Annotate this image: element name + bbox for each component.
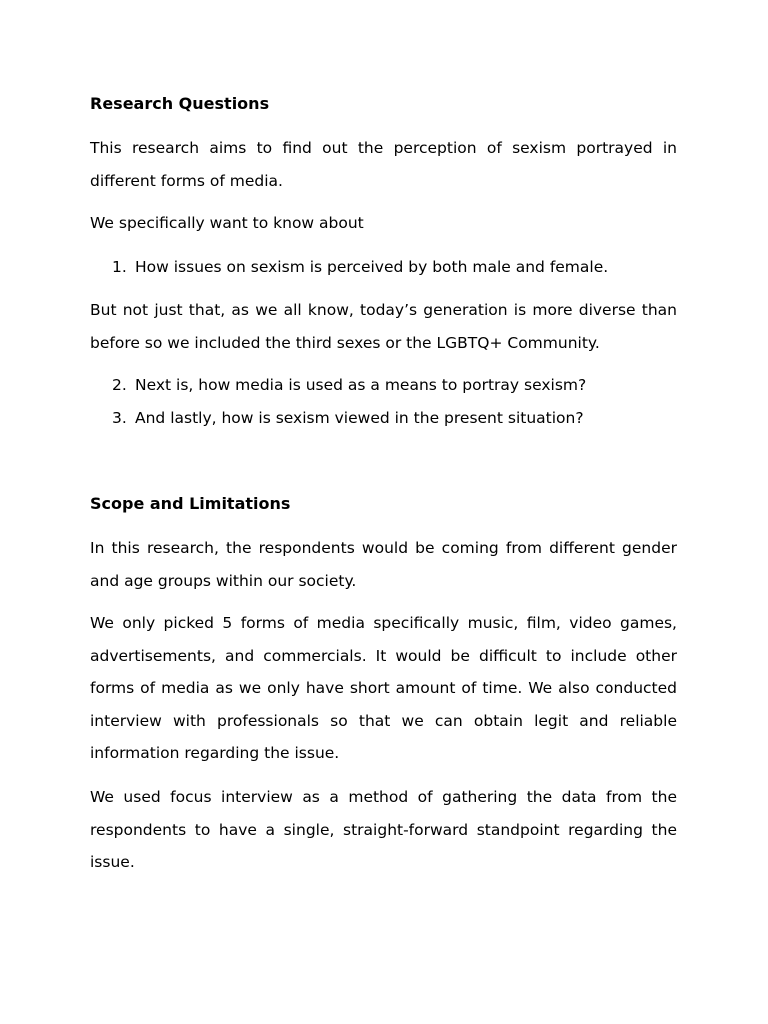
list-item-number: 3. xyxy=(112,408,127,427)
list-item xyxy=(90,251,608,284)
list-item xyxy=(90,369,586,402)
list-item-text: How issues on sexism is perceived by both male and female. xyxy=(135,258,609,276)
scope-paragraph-3: We used focus interview as a method of gathering the data from the respondents to have a single, straight-forward standpoint regarding the issue. xyxy=(90,788,677,871)
research-questions-heading: Research Questions xyxy=(90,94,270,113)
scope-paragraph-2: We only picked 5 forms of media specifically music, film, video games, advertisements, and commercials. It would be difficult to include other forms of media as we only have short amount of time. We also conducted interview with professionals so that we can obtain legit and reliable information regarding the issue. xyxy=(90,614,677,762)
research-questions-list-part-2 xyxy=(90,369,586,434)
list-item-number: 2. xyxy=(112,376,127,394)
list-item xyxy=(90,402,586,435)
list-item-text: Next is, how media is used as a means to portray sexism? xyxy=(135,376,587,394)
scope-and-limitations-heading: Scope and Limitations xyxy=(90,494,291,513)
list-item-text: And lastly, how is sexism viewed in the present situation? xyxy=(135,408,584,427)
list-item-number: 1. xyxy=(112,258,127,276)
research-questions-list-part-1 xyxy=(90,251,608,284)
research-lead-in-paragraph: We specifically want to know about xyxy=(90,214,364,232)
research-interlude-paragraph: But not just that, as we all know, today’s generation is more diverse than before so we included the third sexes or the LGBTQ+ Community. xyxy=(90,301,677,352)
research-intro-paragraph: This research aims to find out the perception of sexism portrayed in different forms of media. xyxy=(90,139,677,190)
scope-paragraph-1: In this research, the respondents would be coming from different gender and age groups within our society. xyxy=(90,539,677,590)
